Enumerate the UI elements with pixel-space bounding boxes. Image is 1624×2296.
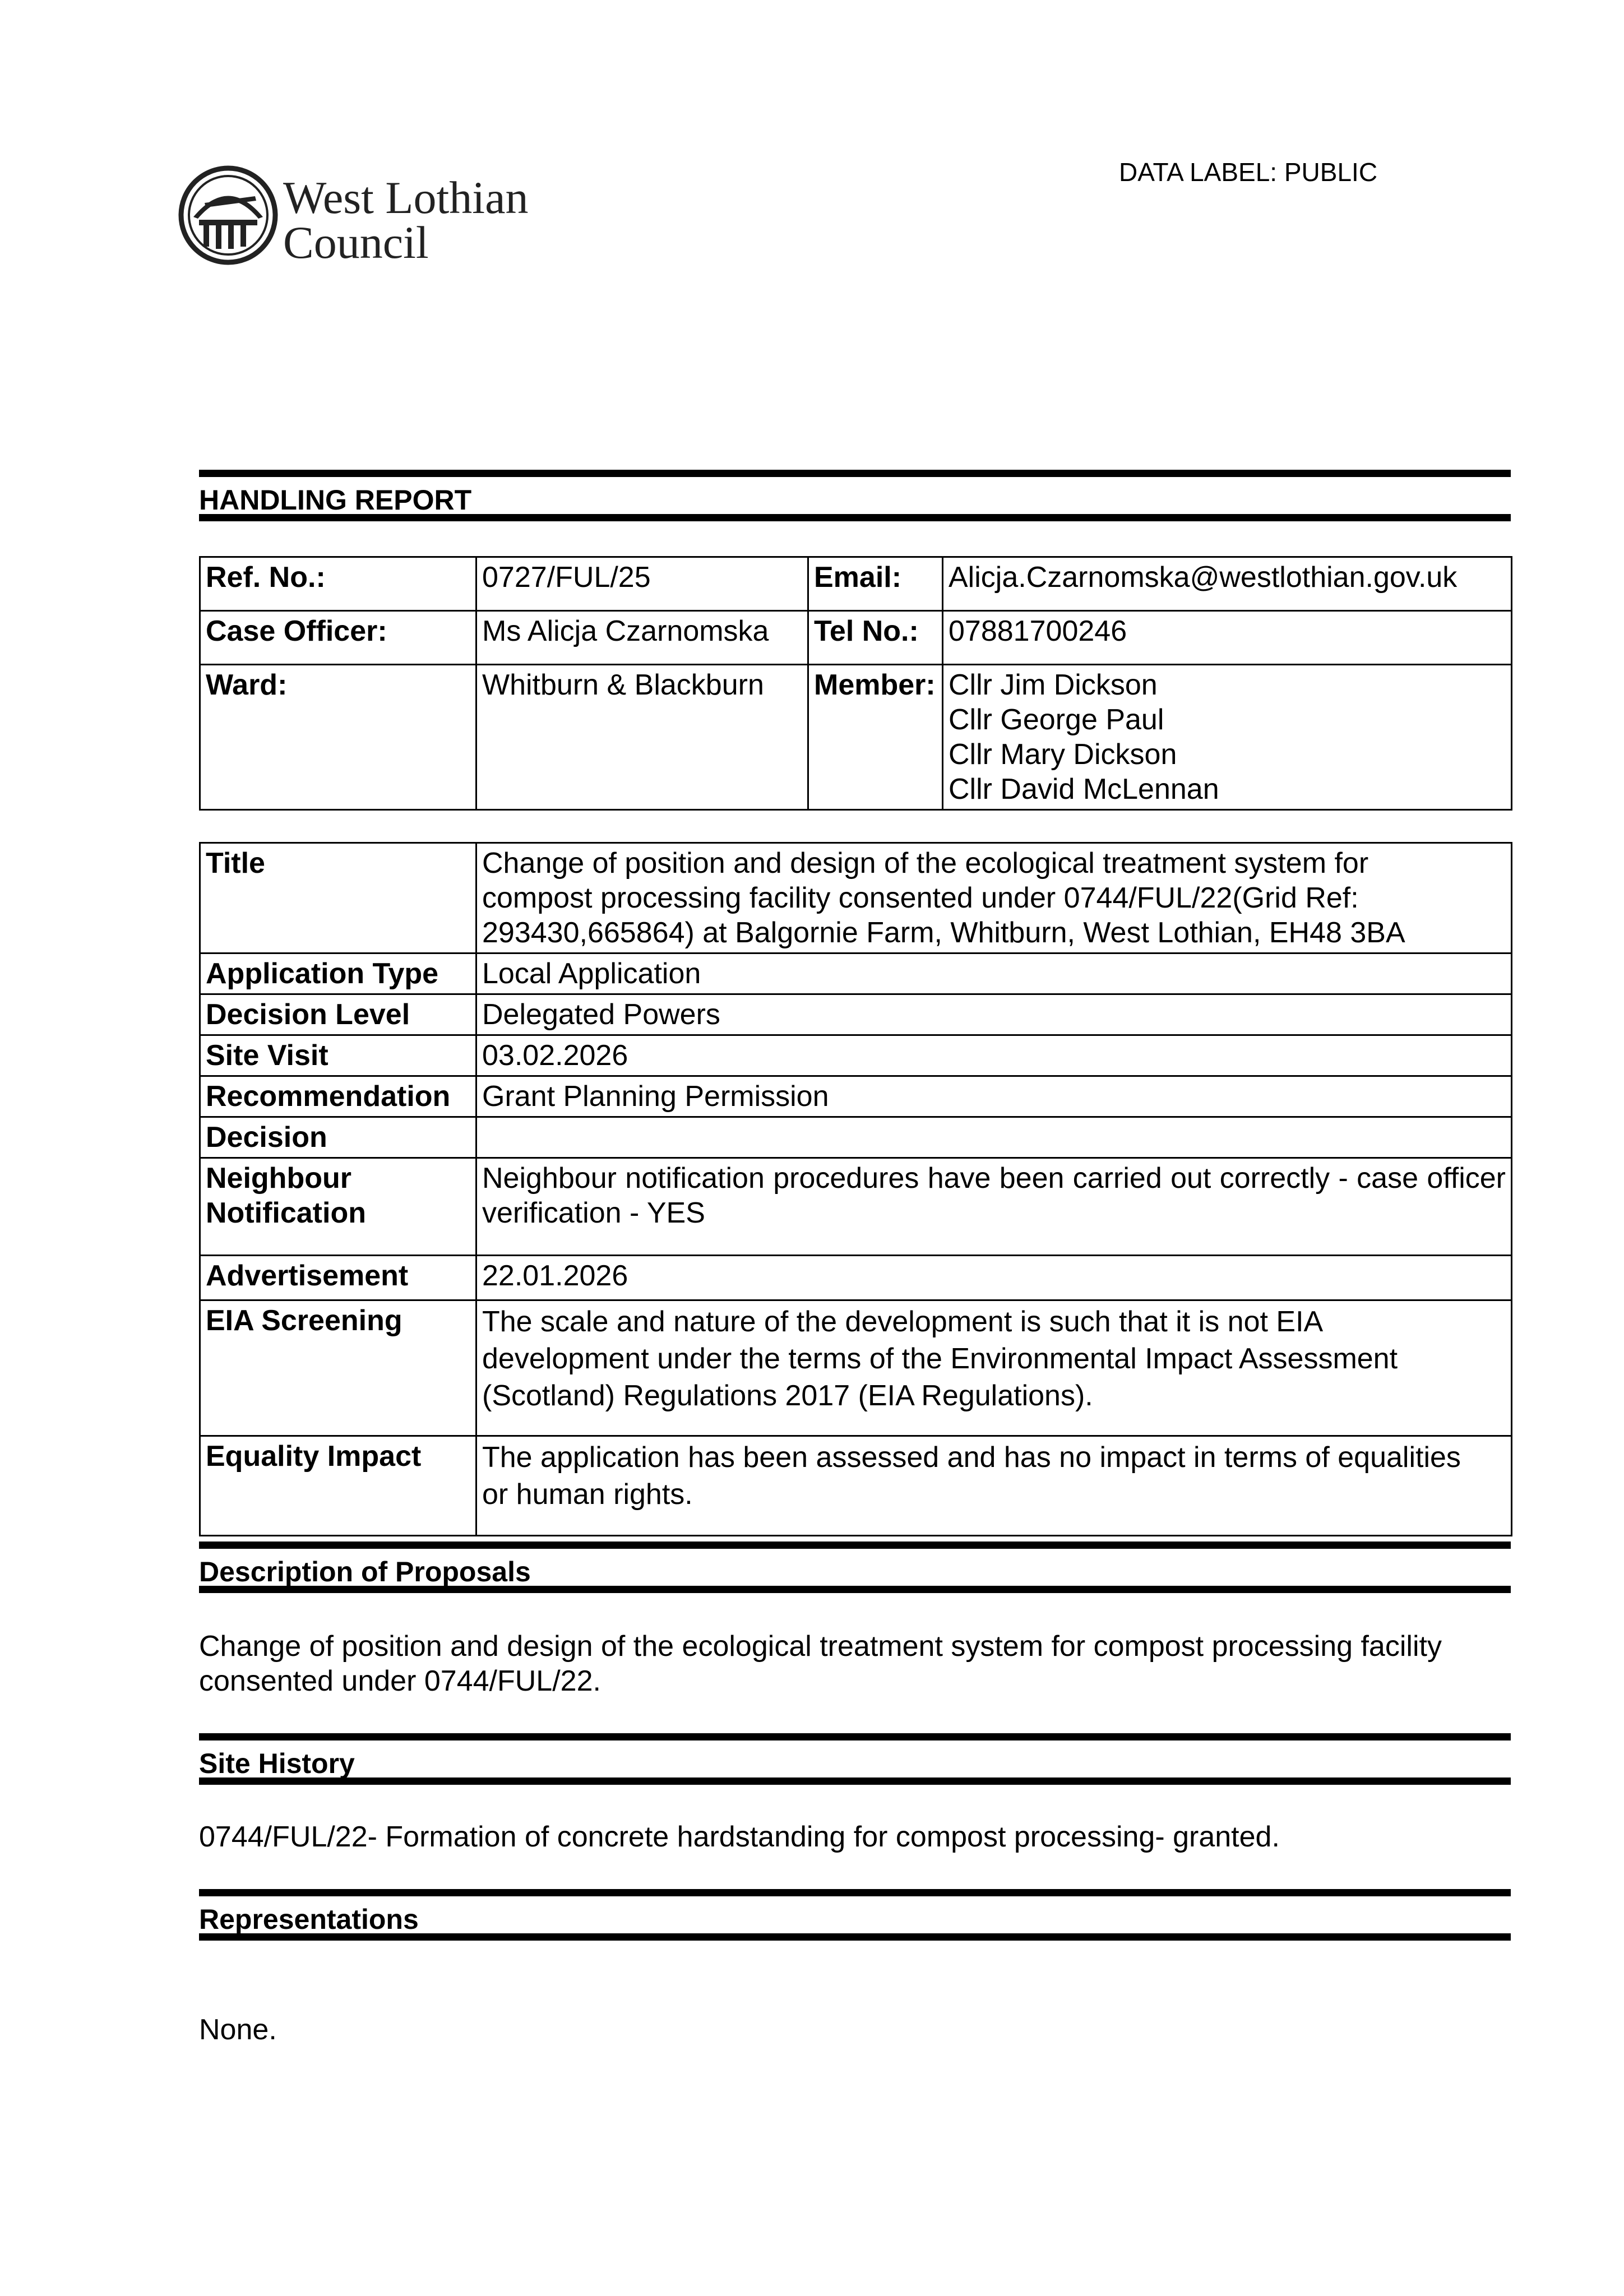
neighbour-notification-label-line: Notification [206, 1197, 366, 1229]
title-value-line: Change of position and design of the ecological treatment system for [482, 847, 1369, 879]
details-row-decision-level [200, 994, 1512, 1035]
title-value-line: 293430,665864) at Balgornie Farm, Whitburn, West Lothian, EH48 3BA [482, 916, 1405, 949]
equality-impact-label: Equality Impact [200, 1436, 476, 1536]
advertisement-label: Advertisement [200, 1256, 476, 1300]
member-name: Cllr David McLennan [949, 773, 1219, 806]
details-row-advertisement [200, 1256, 1512, 1300]
recommendation-value: Grant Planning Permission [476, 1076, 1512, 1117]
eia-screening-label: EIA Screening [200, 1300, 476, 1436]
details-row-decision [200, 1117, 1512, 1158]
application-type-label: Application Type [200, 953, 476, 994]
eia-screening-value-line: development under the terms of the Environmental Impact Assessment [482, 1343, 1398, 1375]
equality-impact-value-line: The application has been assessed and has no impact in terms of equalities [482, 1441, 1461, 1474]
details-row-recommendation [200, 1076, 1512, 1117]
details-row-eia-screening [200, 1300, 1512, 1436]
equality-impact-value [476, 1436, 1512, 1536]
title-value [476, 843, 1512, 953]
neighbour-notification-value: Neighbour notification procedures have been carried out correctly - case officer verification - YES [476, 1158, 1512, 1256]
eia-screening-value-line: The scale and nature of the development is such that it is not EIA [482, 1306, 1324, 1338]
contact-table [199, 556, 1512, 811]
eia-screening-value-line: (Scotland) Regulations 2017 (EIA Regulations). [482, 1380, 1093, 1412]
details-row-equality-impact [200, 1436, 1512, 1536]
proposals-heading: Description of Proposals [199, 1556, 531, 1587]
org-name-line2: Council [283, 217, 429, 267]
details-row-title [200, 843, 1512, 953]
decision-value [476, 1117, 1512, 1158]
representations-heading: Representations [199, 1904, 419, 1935]
member-name: Cllr Mary Dickson [949, 738, 1177, 771]
ward-label: Ward: [200, 665, 476, 810]
neighbour-notification-label-line: Neighbour [206, 1162, 351, 1195]
site-visit-value: 03.02.2026 [476, 1035, 1512, 1076]
advertisement-value: 22.01.2026 [476, 1256, 1512, 1300]
representations-heading-bar [199, 1889, 1511, 1941]
proposals-text-line: Change of position and design of the ecological treatment system for compost processing facility [199, 1630, 1442, 1663]
proposals-text-line: consented under 0744/FUL/22. [199, 1665, 601, 1697]
title-value-line: compost processing facility consented under 0744/FUL/22(Grid Ref: [482, 882, 1359, 914]
member-name: Cllr Jim Dickson [949, 669, 1158, 701]
ref-value: 0727/FUL/25 [476, 557, 808, 611]
decision-label: Decision [200, 1117, 476, 1158]
eia-screening-value [476, 1300, 1512, 1436]
equality-impact-value-line: or human rights. [482, 1478, 693, 1511]
contact-row-ref [200, 557, 1512, 611]
neighbour-notification-label [200, 1158, 476, 1256]
proposals-heading-bar [199, 1542, 1511, 1593]
representations-text: None. [199, 2013, 277, 2046]
decision-level-value: Delegated Powers [476, 994, 1512, 1035]
officer-value: Ms Alicja Czarnomska [476, 611, 808, 665]
email-label: Email: [808, 557, 943, 611]
ref-label: Ref. No.: [200, 557, 476, 611]
council-logo-graphic [177, 164, 558, 267]
member-list [943, 665, 1512, 810]
details-row-neighbour-notification [200, 1158, 1512, 1256]
report-title-bar [199, 470, 1511, 521]
details-table [199, 842, 1512, 1536]
history-heading: Site History [199, 1748, 355, 1779]
contact-row-ward [200, 665, 1512, 810]
details-row-site-visit [200, 1035, 1512, 1076]
contact-row-officer [200, 611, 1512, 665]
history-heading-bar [199, 1733, 1511, 1785]
member-name: Cllr George Paul [949, 703, 1164, 736]
officer-label: Case Officer: [200, 611, 476, 665]
application-type-value: Local Application [476, 953, 1512, 994]
history-text: 0744/FUL/22- Formation of concrete hardstanding for compost processing- granted. [199, 1821, 1280, 1853]
ward-value: Whitburn & Blackburn [476, 665, 808, 810]
member-label: Member: [808, 665, 943, 810]
data-label: DATA LABEL: PUBLIC [1119, 158, 1378, 187]
tel-value: 07881700246 [943, 611, 1512, 665]
org-name-line1: West Lothian [283, 172, 529, 223]
tel-label: Tel No.: [808, 611, 943, 665]
email-value: Alicja.Czarnomska@westlothian.gov.uk [943, 557, 1512, 611]
council-logo [177, 164, 558, 267]
decision-level-label: Decision Level [200, 994, 476, 1035]
site-visit-label: Site Visit [200, 1035, 476, 1076]
title-label: Title [200, 843, 476, 953]
report-title: HANDLING REPORT [199, 484, 472, 516]
details-row-application-type [200, 953, 1512, 994]
proposals-text [199, 1629, 1511, 1698]
recommendation-label: Recommendation [200, 1076, 476, 1117]
